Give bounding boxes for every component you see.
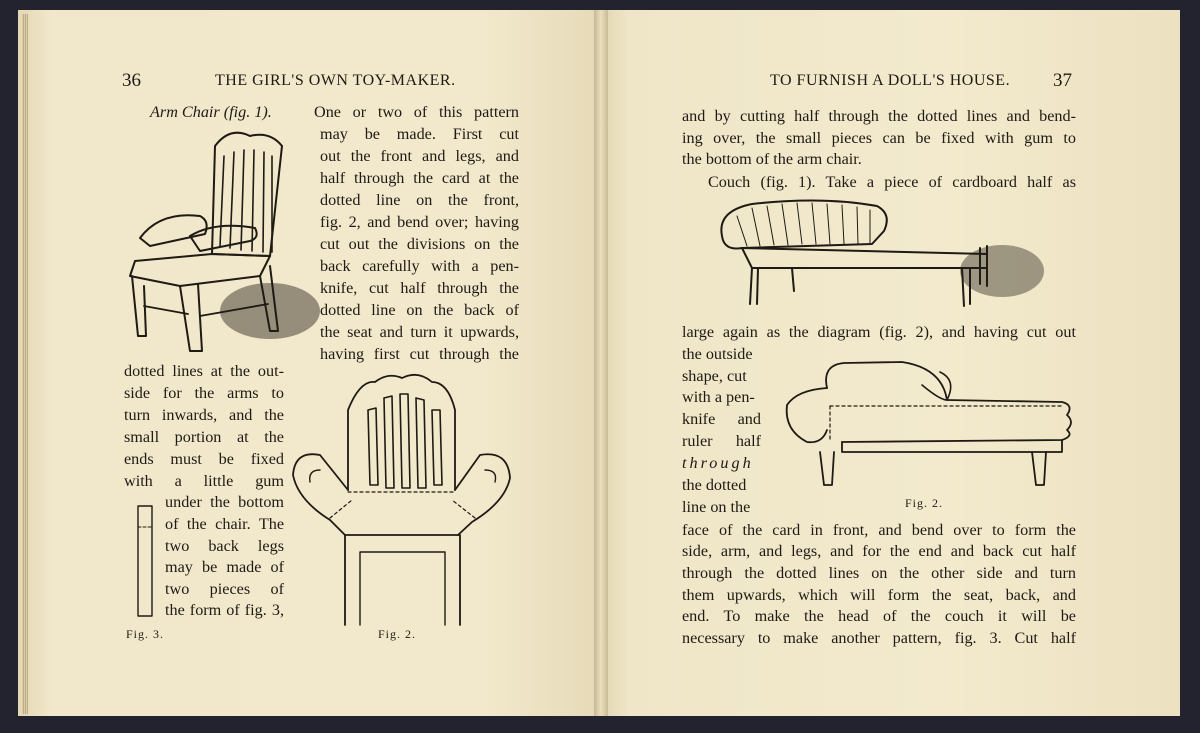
left-line-19: with a little gum <box>124 472 284 490</box>
left-line-17: small portion at the <box>124 428 284 446</box>
left-line-12: the seat and turn it upwards, <box>320 323 519 341</box>
left-line-2: One or two of this pattern <box>314 103 519 121</box>
right-line-4: Couch (fig. 1). Take a piece of cardboard half as <box>708 173 1076 191</box>
right-line-13: line on the <box>682 498 751 516</box>
right-line-16: through the dotted lines on the other side and turn <box>682 564 1076 582</box>
left-line-1: Arm Chair (fig. 1). <box>150 103 272 121</box>
right-line-7: shape, cut <box>682 367 747 385</box>
right-line-14: face of the card in front, and bend over to form the <box>682 521 1076 539</box>
right-line-17: them upwards, which will form the seat, back, and <box>682 586 1076 604</box>
right-line-3: the bottom of the arm chair. <box>682 150 862 168</box>
right-line-12: the dotted <box>682 476 747 494</box>
left-line-14: dotted lines at the out- <box>124 362 284 380</box>
back-leg-pattern-fig3 <box>137 505 155 617</box>
caption-fig2-right: Fig. 2. <box>905 496 944 510</box>
left-line-10: knife, cut half through the <box>320 279 519 297</box>
right-line-19: necessary to make another pattern, fig. 3. Cut half <box>682 629 1076 647</box>
right-line-10: ruler half <box>682 432 761 450</box>
running-head-left: THE GIRL'S OWN TOY-MAKER. <box>215 72 456 89</box>
left-line-11: dotted line on the back of <box>320 301 519 319</box>
right-line-6: the outside <box>682 345 753 363</box>
left-line-15: side for the arms to <box>124 384 284 402</box>
book-gutter-shadow <box>594 10 608 716</box>
right-line-2: ing over, the small pieces can be fixed with gum to <box>682 129 1076 147</box>
left-line-3: may be made. First cut <box>320 125 519 143</box>
right-line-18: end. To make the head of the couch it will be <box>682 607 1076 625</box>
right-line-11: through <box>682 454 754 472</box>
running-head-right: TO FURNISH A DOLL'S HOUSE. <box>770 72 1011 89</box>
left-line-25: the form of fig. 3, <box>165 601 284 619</box>
left-line-24: two pieces of <box>165 580 284 598</box>
right-line-8: with a pen- <box>682 388 755 406</box>
left-line-6: dotted line on the front, <box>320 191 519 209</box>
left-line-13: having first cut through the <box>320 345 519 363</box>
left-line-20: under the bottom <box>165 493 284 511</box>
caption-fig2-left: Fig. 2. <box>378 627 417 641</box>
left-line-7: fig. 2, and bend over; having <box>320 213 519 231</box>
left-line-18: ends must be fixed <box>124 450 284 468</box>
left-line-9: back carefully with a pen- <box>320 257 519 275</box>
left-page-edge <box>22 14 28 714</box>
left-line-5: half through the card at the <box>320 169 519 187</box>
left-line-4: out the front and legs, and <box>320 147 519 165</box>
right-line-9: knife and <box>682 410 761 428</box>
couch-illustration <box>712 196 1042 318</box>
left-line-23: may be made of <box>165 558 284 576</box>
right-line-1: and by cutting half through the dotted lines and bend- <box>682 107 1076 125</box>
left-line-21: of the chair. The <box>165 515 284 533</box>
left-line-16: turn inwards, and the <box>124 406 284 424</box>
right-line-5: large again as the diagram (fig. 2), and having cut out <box>682 323 1076 341</box>
couch-pattern-fig2 <box>782 360 1072 495</box>
right-line-15: side, arm, and legs, and for the end and back cut half <box>682 542 1076 560</box>
left-line-22: two back legs <box>165 537 284 555</box>
caption-fig3-left: Fig. 3. <box>126 627 165 641</box>
arm-chair-illustration <box>120 126 320 356</box>
arm-chair-pattern-fig2 <box>290 370 515 625</box>
page-number-right: 37 <box>1053 70 1072 91</box>
page-number-left: 36 <box>122 70 141 91</box>
left-line-8: cut out the divisions on the <box>320 235 519 253</box>
